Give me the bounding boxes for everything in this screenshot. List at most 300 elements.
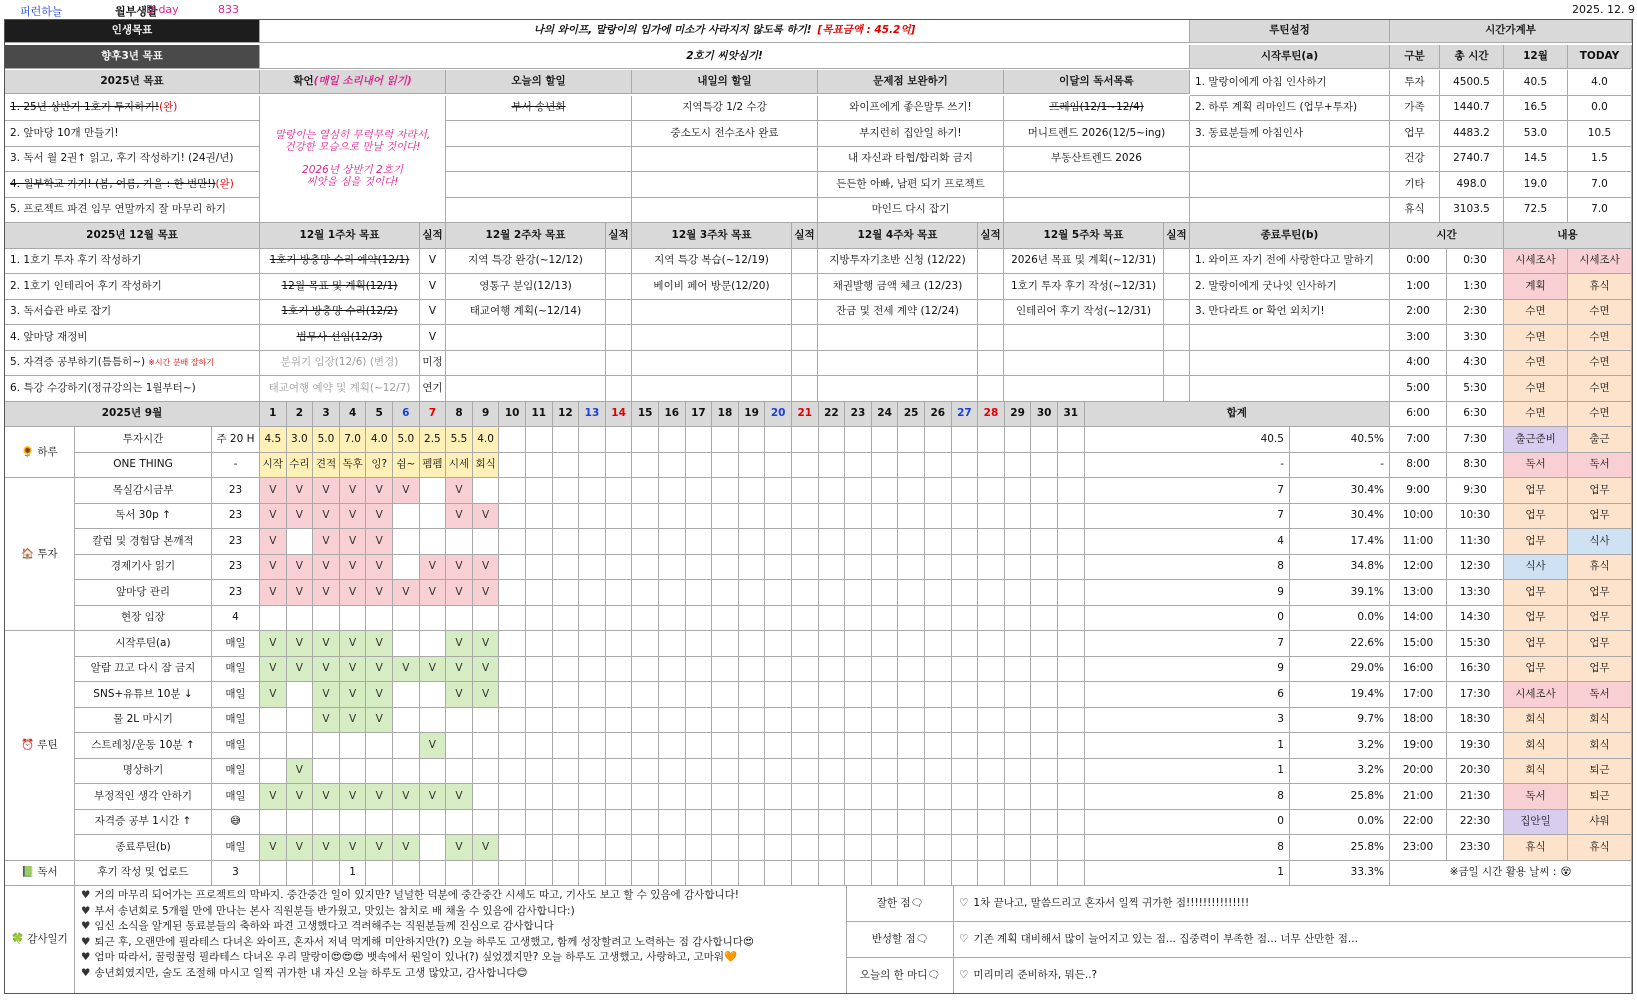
tracker-day-cell — [792, 784, 819, 810]
week-result-value — [606, 300, 632, 326]
tracker-day-cell — [632, 682, 659, 708]
schedule-start-time: 23:00 — [1390, 835, 1447, 861]
tracker-day-cell: V — [366, 555, 393, 581]
tracker-day-cell — [712, 733, 739, 759]
tracker-day-cell — [845, 504, 872, 530]
tracker-day-cell — [898, 580, 925, 606]
goals-2025-header: 2025년 목표 — [5, 70, 260, 94]
tracker-day-cell: V — [420, 657, 447, 683]
schedule-end-time: 20:30 — [1447, 759, 1504, 785]
three-year-label: 향후3년 목표 — [5, 45, 260, 69]
reflection-content: 미리미리 준비하자, 뭐든..? — [973, 969, 1098, 982]
week-goal-item: 지방투자기초반 신청 (12/22) — [818, 249, 978, 275]
tracker-day-cell — [1031, 733, 1058, 759]
tracker-day-cell — [632, 784, 659, 810]
schedule-start-time: 9:00 — [1390, 478, 1447, 504]
tracker-day-cell — [952, 810, 979, 836]
tracker-day-cell — [1031, 759, 1058, 785]
tracker-day-cell — [952, 504, 979, 530]
tracker-day-cell — [686, 606, 713, 632]
tracker-day-header: 13 — [579, 402, 606, 428]
tracker-day-cell — [659, 529, 686, 555]
schedule-plan: 시세조사 — [1504, 682, 1568, 708]
tracker-day-cell — [579, 784, 606, 810]
tracker-day-cell — [579, 478, 606, 504]
schedule-plan: 회식 — [1504, 733, 1568, 759]
tracker-day-cell — [1058, 580, 1085, 606]
tracker-day-cell — [606, 580, 633, 606]
week-goal-item — [1004, 376, 1164, 402]
tracker-day-cell — [765, 580, 792, 606]
tracker-day-cell — [420, 504, 447, 530]
tracker-day-header: 18 — [712, 402, 739, 428]
tracker-day-cell — [499, 861, 526, 887]
tracker-total-value: 7 — [1085, 478, 1290, 504]
schedule-plan: 독서 — [1504, 453, 1568, 479]
week-goal-item: 2026년 목표 및 계획(~12/31) — [1004, 249, 1164, 275]
tracker-habit-label: 명상하기 — [75, 759, 212, 785]
tracker-day-cell: V — [260, 631, 287, 657]
reflection-title: 오늘의 한 마디 — [859, 969, 928, 982]
tracker-day-header: 20 — [765, 402, 792, 428]
tracker-section-label — [5, 478, 75, 631]
tracker-day-cell — [606, 733, 633, 759]
tracker-habit-target: 23 — [212, 478, 260, 504]
tracker-day-cell — [898, 784, 925, 810]
week-result-value — [1164, 274, 1190, 300]
schedule-start-time: 8:00 — [1390, 453, 1447, 479]
life-goal-target: [목표금액 : 45.2억] — [817, 24, 916, 37]
improve-item: 부지런히 집안일 하기! — [818, 121, 1004, 147]
tracker-habit-target: 매일 — [212, 657, 260, 683]
tracker-total-value: 40.5 — [1085, 427, 1290, 453]
schedule-end-time: 13:30 — [1447, 580, 1504, 606]
dec-goal-item — [5, 325, 260, 351]
tracker-day-cell — [1005, 733, 1032, 759]
tracker-day-cell — [632, 453, 659, 479]
tracker-day-cell — [792, 759, 819, 785]
tracker-day-cell: V — [340, 657, 367, 683]
schedule-start-time: 16:00 — [1390, 657, 1447, 683]
week-result-value — [1164, 376, 1190, 402]
tracker-day-cell — [1058, 733, 1085, 759]
schedule-actual: 샤워 — [1568, 810, 1632, 836]
tracker-day-cell — [420, 478, 447, 504]
tracker-day-cell — [686, 810, 713, 836]
heart-icon: ♥ — [81, 935, 91, 948]
schedule-actual: 업무 — [1568, 478, 1632, 504]
tracker-habit-target: 3 — [212, 861, 260, 887]
tracker-day-cell: V — [313, 478, 340, 504]
tracker-day-cell — [686, 478, 713, 504]
improve-item: 내 자신과 타협/합리화 금지 — [818, 147, 1004, 173]
tracker-day-cell — [739, 580, 766, 606]
tracker-day-cell — [952, 784, 979, 810]
tracker-habit-label: 종료루틴(b) — [75, 835, 212, 861]
tracker-day-cell — [792, 835, 819, 861]
tracker-day-cell — [845, 733, 872, 759]
tracker-day-cell — [632, 810, 659, 836]
tracker-day-cell — [872, 478, 899, 504]
schedule-end-time: 16:30 — [1447, 657, 1504, 683]
tracker-day-cell: V — [313, 657, 340, 683]
tracker-day-cell — [712, 657, 739, 683]
tracker-day-cell — [526, 631, 553, 657]
tracker-day-cell — [845, 478, 872, 504]
gratitude-title: 감사일기 — [27, 933, 68, 946]
tracker-day-cell — [898, 504, 925, 530]
schedule-plan: 업무 — [1504, 657, 1568, 683]
tracker-day-cell — [420, 708, 447, 734]
tracker-day-cell — [632, 504, 659, 530]
tracker-day-cell — [526, 657, 553, 683]
tracker-day-cell — [925, 682, 952, 708]
gratitude-line — [81, 919, 840, 935]
tracker-day-cell — [872, 708, 899, 734]
tracker-day-cell — [712, 784, 739, 810]
tracker-day-cell — [606, 682, 633, 708]
tracker-day-cell — [1005, 810, 1032, 836]
tracker-day-cell — [792, 478, 819, 504]
tracker-day-cell — [712, 835, 739, 861]
tracker-day-cell — [712, 529, 739, 555]
tracker-day-header: 28 — [978, 402, 1005, 428]
speech-bubble-icon: 🗨 — [915, 933, 929, 945]
tracker-day-header: 29 — [1005, 402, 1032, 428]
week-result-value — [1164, 325, 1190, 351]
tracker-day-cell — [845, 861, 872, 887]
tracker-day-cell — [819, 478, 846, 504]
tracker-day-cell — [632, 733, 659, 759]
tracker-day-cell — [606, 427, 633, 453]
tracker-day-cell — [606, 835, 633, 861]
schedule-plan: 독서 — [1504, 784, 1568, 810]
tracker-day-header: 19 — [739, 402, 766, 428]
tracker-section-name: 독서 — [37, 866, 58, 879]
tracker-day-cell — [659, 861, 686, 887]
tracker-day-cell — [313, 733, 340, 759]
reading-list-header: 이달의 독서목록 — [1004, 70, 1190, 94]
tracker-day-cell — [872, 453, 899, 479]
tracker-day-cell: V — [260, 478, 287, 504]
tracker-day-cell — [579, 657, 606, 683]
reflection-text — [954, 886, 1632, 922]
tracker-day-cell — [739, 835, 766, 861]
tracker-day-cell — [1005, 529, 1032, 555]
author-name: 퍼런하늘 — [20, 5, 63, 18]
reflection-text — [954, 958, 1632, 994]
ledger-value: 3103.5 — [1440, 198, 1504, 224]
tracker-day-cell — [686, 529, 713, 555]
ledger-value: 4.0 — [1568, 70, 1632, 96]
week-result-value: V — [420, 249, 446, 275]
reflection-content: 1차 끝나고, 말씀드리고 혼자서 일찍 귀가한 점!!!!!!!!!!!!!!! — [973, 897, 1250, 910]
tracker-day-cell — [499, 555, 526, 581]
tracker-day-cell — [712, 555, 739, 581]
week-goal-item: 법무사 선임(12/3) — [260, 325, 420, 351]
tracker-day-cell: 수리 — [287, 453, 314, 479]
weather-label: ※금일 시간 활용 날씨 : — [1449, 866, 1557, 879]
tracker-day-header: 11 — [526, 402, 553, 428]
tracker-day-header: 30 — [1031, 402, 1058, 428]
week-goal-item: 지역 특강 완강(~12/12) — [446, 249, 606, 275]
tracker-day-cell — [606, 529, 633, 555]
tracker-day-cell — [260, 861, 287, 887]
weather-icon: 😵 — [1560, 866, 1572, 879]
week-goal-item — [818, 351, 978, 377]
ledger-category: 기타 — [1390, 172, 1440, 198]
tracker-day-cell — [792, 708, 819, 734]
tracker-habit-label: 독서 30p ↑ — [75, 504, 212, 530]
tracker-day-cell — [659, 453, 686, 479]
tracker-day-cell: V — [473, 504, 500, 530]
tracker-habit-label: SNS+유튜브 10분 ↓ — [75, 682, 212, 708]
tracker-day-cell — [1058, 682, 1085, 708]
tracker-day-cell — [845, 657, 872, 683]
tracker-day-cell — [526, 708, 553, 734]
tracker-day-cell — [526, 453, 553, 479]
tracker-day-cell — [632, 580, 659, 606]
tracker-day-cell — [712, 606, 739, 632]
schedule-actual: 휴식 — [1568, 835, 1632, 861]
schedule-actual: 출근 — [1568, 427, 1632, 453]
tracker-day-cell — [1058, 759, 1085, 785]
week-result-value — [1164, 249, 1190, 275]
tomorrow-todo-header: 내일의 할일 — [632, 70, 818, 94]
goal-2025-item — [5, 198, 260, 224]
tracker-day-cell: V — [313, 835, 340, 861]
tracker-day-cell — [446, 606, 473, 632]
week-result-value — [792, 325, 818, 351]
tracker-day-cell — [1058, 784, 1085, 810]
tracker-day-cell — [579, 606, 606, 632]
routine-a-item: 2. 하루 계획 리마인드 (업무+투자) — [1190, 96, 1390, 122]
tracker-day-cell — [792, 631, 819, 657]
tracker-day-cell — [686, 682, 713, 708]
tracker-day-cell — [739, 478, 766, 504]
heart-icon: ♥ — [81, 889, 91, 901]
tracker-day-cell — [792, 861, 819, 887]
tracker-day-cell: V — [313, 708, 340, 734]
tracker-day-cell — [473, 733, 500, 759]
tracker-percent: - — [1290, 453, 1390, 479]
tracker-day-cell — [553, 606, 580, 632]
tracker-day-cell: V — [260, 529, 287, 555]
tracker-habit-target: 매일 — [212, 835, 260, 861]
tracker-day-cell — [1031, 784, 1058, 810]
tracker-day-cell — [606, 453, 633, 479]
week-goal-item — [818, 376, 978, 402]
tracker-day-cell — [952, 453, 979, 479]
tracker-habit-target: 매일 — [212, 682, 260, 708]
ledger-category: 투자 — [1390, 70, 1440, 96]
tracker-habit-target: 23 — [212, 580, 260, 606]
schedule-actual: 독서 — [1568, 682, 1632, 708]
week-result-value — [978, 249, 1004, 275]
schedule-actual: 퇴근 — [1568, 759, 1632, 785]
schedule-end-time: 4:30 — [1447, 351, 1504, 377]
tracker-day-cell — [579, 861, 606, 887]
tracker-section-label — [5, 427, 75, 478]
tracker-day-cell — [819, 427, 846, 453]
schedule-end-time: 21:30 — [1447, 784, 1504, 810]
tracker-day-cell — [260, 606, 287, 632]
schedule-actual: 업무 — [1568, 631, 1632, 657]
tracker-day-cell — [952, 555, 979, 581]
tracker-day-cell — [792, 453, 819, 479]
schedule-plan: 계획 — [1504, 274, 1568, 300]
ledger-value: 4483.2 — [1440, 121, 1504, 147]
end-routine-item — [1190, 376, 1390, 402]
tracker-day-cell: 시세 — [446, 453, 473, 479]
tracker-day-cell — [632, 529, 659, 555]
tracker-day-cell — [1058, 529, 1085, 555]
schedule-start-time: 5:00 — [1390, 376, 1447, 402]
tracker-day-cell — [553, 861, 580, 887]
tracker-day-cell — [978, 580, 1005, 606]
tracker-day-cell — [819, 835, 846, 861]
week-goal-header: 12월 5주차 목표 — [1004, 223, 1164, 249]
tracker-day-cell — [606, 555, 633, 581]
tracker-day-cell — [393, 810, 420, 836]
tracker-day-cell — [765, 529, 792, 555]
tracker-day-cell: 쉼~ — [393, 453, 420, 479]
schedule-actual: 회식 — [1568, 708, 1632, 734]
tracker-day-cell — [526, 682, 553, 708]
tracker-day-cell: V — [313, 682, 340, 708]
dec-goal-text: 2. 1호기 인테리어 후기 작성하기 — [10, 279, 162, 292]
ledger-col-header: 구분 — [1390, 45, 1440, 69]
tracker-day-cell — [819, 555, 846, 581]
tracker-day-cell — [872, 733, 899, 759]
tracker-day-cell — [845, 708, 872, 734]
tracker-day-cell — [553, 555, 580, 581]
schedule-actual: 독서 — [1568, 453, 1632, 479]
tracker-day-cell — [659, 657, 686, 683]
tracker-day-cell — [659, 427, 686, 453]
goal-text: 2. 앞마당 10개 만들기! — [10, 126, 119, 139]
today-item — [446, 147, 632, 173]
tracker-habit-label: 물 2L 마시기 — [75, 708, 212, 734]
tracker-day-header: 12 — [553, 402, 580, 428]
tracker-day-cell — [952, 835, 979, 861]
tracker-day-cell — [260, 708, 287, 734]
tracker-day-cell — [925, 708, 952, 734]
tracker-day-cell — [952, 606, 979, 632]
tracker-day-cell — [845, 759, 872, 785]
schedule-plan: 수면 — [1504, 300, 1568, 326]
schedule-start-time: 20:00 — [1390, 759, 1447, 785]
heart-icon: ♥ — [81, 966, 91, 979]
tracker-day-cell — [978, 708, 1005, 734]
tracker-day-cell — [393, 555, 420, 581]
tracker-day-cell: V — [340, 504, 367, 530]
routine-a-item — [1190, 147, 1390, 173]
tracker-day-cell — [340, 733, 367, 759]
tracker-day-cell — [1005, 478, 1032, 504]
goal-text: 5. 프로젝트 파견 임무 연말까지 잘 마무리 하기 — [10, 203, 226, 216]
ledger-value: 7.0 — [1568, 172, 1632, 198]
tracker-day-cell — [659, 682, 686, 708]
gratitude-label — [5, 886, 75, 994]
tracker-day-header: 26 — [925, 402, 952, 428]
schedule-plan: 업무 — [1504, 606, 1568, 632]
gratitude-line — [81, 935, 840, 951]
tracker-day-cell — [925, 580, 952, 606]
tracker-day-cell — [579, 810, 606, 836]
tracker-total-value: 9 — [1085, 580, 1290, 606]
confirm-line: 말랑이는 열심히 무럭무럭 자라서, — [274, 128, 431, 141]
tracker-day-cell — [712, 682, 739, 708]
tracker-day-cell: V — [340, 631, 367, 657]
tracker-day-cell — [526, 580, 553, 606]
tracker-day-cell — [340, 606, 367, 632]
routine-settings-header: 루틴설정 — [1190, 19, 1390, 43]
tracker-day-header: 3 — [313, 402, 340, 428]
tracker-day-cell — [712, 427, 739, 453]
tracker-day-cell — [420, 759, 447, 785]
tracker-day-cell — [553, 529, 580, 555]
tracker-day-cell — [845, 453, 872, 479]
tracker-day-cell — [712, 504, 739, 530]
ledger-value: 10.5 — [1568, 121, 1632, 147]
tracker-day-cell — [1005, 835, 1032, 861]
tracker-day-cell — [765, 733, 792, 759]
tracker-habit-label: 칼럼 및 경험담 본깨적 — [75, 529, 212, 555]
tracker-day-header: 9 — [473, 402, 500, 428]
tracker-day-cell — [1058, 427, 1085, 453]
tracker-day-cell — [553, 478, 580, 504]
tracker-day-header: 6 — [393, 402, 420, 428]
tracker-day-cell: V — [287, 504, 314, 530]
tracker-day-cell — [659, 810, 686, 836]
tracker-day-cell — [686, 784, 713, 810]
dec-goal-item — [5, 300, 260, 326]
dec-goal-note: ※시간 분배 잘하기 — [148, 357, 215, 367]
tracker-day-cell: V — [446, 657, 473, 683]
ledger-col-header: 총 시간 — [1440, 45, 1504, 69]
week-goal-header: 12월 3주차 목표 — [632, 223, 792, 249]
tracker-day-cell: V — [446, 555, 473, 581]
tracker-section-label — [5, 861, 75, 887]
tracker-habit-label: 투자시간 — [75, 427, 212, 453]
tracker-day-cell — [765, 861, 792, 887]
tracker-day-cell — [978, 784, 1005, 810]
tracker-day-cell — [765, 453, 792, 479]
tracker-day-cell — [553, 453, 580, 479]
tomorrow-item: 중소도시 전수조사 완료 — [632, 121, 818, 147]
tracker-day-cell — [952, 733, 979, 759]
tracker-day-cell: V — [260, 835, 287, 861]
tracker-day-cell — [553, 657, 580, 683]
tracker-habit-label: 후기 작성 및 업로드 — [75, 861, 212, 887]
time-ledger-header: 시간가계부 — [1390, 19, 1632, 43]
tracker-habit-target: 23 — [212, 555, 260, 581]
tracker-day-cell — [553, 580, 580, 606]
tracker-habit-target: 매일 — [212, 784, 260, 810]
tracker-day-cell — [313, 606, 340, 632]
reflection-title: 잘한 점 — [876, 897, 911, 910]
tracker-day-cell — [659, 733, 686, 759]
schedule-actual: 회식 — [1568, 733, 1632, 759]
week-result-value — [1164, 351, 1190, 377]
week-result-value — [606, 274, 632, 300]
tracker-day-cell — [393, 606, 420, 632]
tracker-day-cell: V — [287, 555, 314, 581]
tracker-day-cell — [819, 759, 846, 785]
tracker-day-cell — [260, 810, 287, 836]
tracker-day-cell — [739, 657, 766, 683]
